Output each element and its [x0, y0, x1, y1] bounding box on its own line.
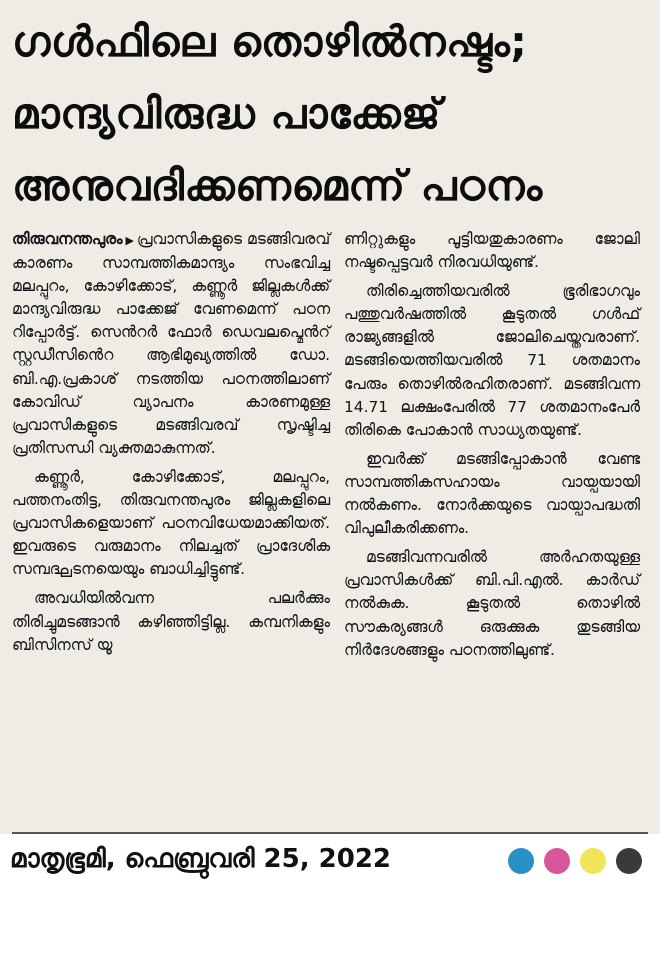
article-paragraph: ണിറ്റുകളും പൂട്ടിയതുകാരണം ജോലി നഷ്ടപ്പെട്ടവർ നിരവധിയുണ്ട്.: [344, 230, 640, 272]
headline-line-1: ഗൾഫിലെ തൊഴിൽനഷ്ടം;: [12, 17, 528, 66]
color-dot-icon: [544, 848, 570, 874]
color-dot-icon: [616, 848, 642, 874]
source-footer: [0, 834, 660, 894]
article-column-left: [12, 228, 330, 663]
headline-line-3: അനുവദിക്കണമെന്ന് പഠനം: [12, 161, 543, 210]
article-paragraph: മടങ്ങിവന്നവരിൽ അർഹതയുള്ള പ്രവാസികൾക്ക് ബി.പി.എൽ. കാർഡ് നൽകുക. കൂടുതൽ തൊഴിൽ സൗകര്യങ്ങൾ ഒരുക്കുക തുടങ്ങിയ നിർദേശങ്ങളും പഠനത്തിലുണ്ട്.: [344, 548, 640, 659]
source-credit: മാതൃഭൂമി, ഫെബ്രുവരി 25, 2022: [10, 844, 392, 874]
dateline: തിരുവനന്തപുരം: [12, 230, 123, 248]
article-paragraph: തിരിച്ചെത്തിയവരിൽ ഭൂരിഭാഗവും പത്തുവർഷത്തിൽ കൂടുതൽ ഗൾഫ് രാജ്യങ്ങളിൽ ജോലിചെയ്തവരാണ്. മടങ്ങിയെത്തിയവരിൽ 71 ശതമാനം പേരും തൊഴിൽരഹിതരാണ്. മടങ്ങിവന്ന 14.71 ലക്ഷംപേരിൽ 77 ശതമാനംപേർ തിരികെ പോകാൻ സാധ്യതയുണ്ട്.: [344, 282, 640, 439]
color-dot-icon: [508, 848, 534, 874]
paragraph-text: പ്രവാസികളുടെ മടങ്ങിവരവ് കാരണം സാമ്പത്തികമാന്ദ്യം സംഭവിച്ച മലപ്പുറം, കോഴിക്കോട്, കണ്ണൂർ ജില്ലകൾക്ക് മാന്ദ്യവിരുദ്ധ പാക്കേജ് വേണമെന്ന് പഠന റിപ്പോർട്ട്. സെൻറർ ഫോർ ഡെവലപ്മെൻറ് സ്റ്റഡീസിൻെറ ആഭിമുഖ്യത്തിൽ ഡോ. ബി.എ.പ്രകാശ് നടത്തിയ പഠനത്തിലാണ് കോവിഡ് വ്യാപനം കാരണമുള്ള പ്രവാസികളുടെ മടങ്ങിവരവ് സൃഷ്ടിച്ച പ്രതിസന്ധി വ്യക്തമാകുന്നത്.: [12, 230, 330, 457]
article-paragraph: ഇവർക്ക് മടങ്ങിപ്പോകാൻ വേണ്ട സാമ്പത്തികസഹായം വായ്പയായി നൽകണം. നോർക്കയുടെ വായ്പാപദ്ധതി വിപുലീകരിക്കണം.: [344, 449, 640, 538]
article-paragraph: [12, 228, 330, 460]
triangle-right-icon: ▶: [125, 234, 134, 247]
article-paragraph: കണ്ണൂർ, കോഴിക്കോട്, മലപ്പുറം, പത്തനംതിട്ട, തിരുവനന്തപുരം ജില്ലകളിലെ പ്രവാസികളെയാണ് പഠനവിധേയമാക്കിയത്. ഇവരുടെ വരുമാനം നിലച്ചത് പ്രാദേശിക സമ്പദ്ഘടനയെയും ബാധിച്ചിട്ടുണ്ട്.: [12, 467, 330, 579]
article-paragraph: അവധിയിൽവന്ന പലർക്കും തിരിച്ചുമടങ്ങാൻ കഴിഞ്ഞിട്ടില്ല. കമ്പനികളും ബിസിനസ് യൂ: [12, 589, 330, 654]
article-column-right: [344, 228, 640, 668]
headline-line-2: മാന്ദ്യവിരുദ്ധ പാക്കേജ്: [12, 89, 441, 138]
headline: [12, 6, 652, 222]
color-dot-icon: [580, 848, 606, 874]
